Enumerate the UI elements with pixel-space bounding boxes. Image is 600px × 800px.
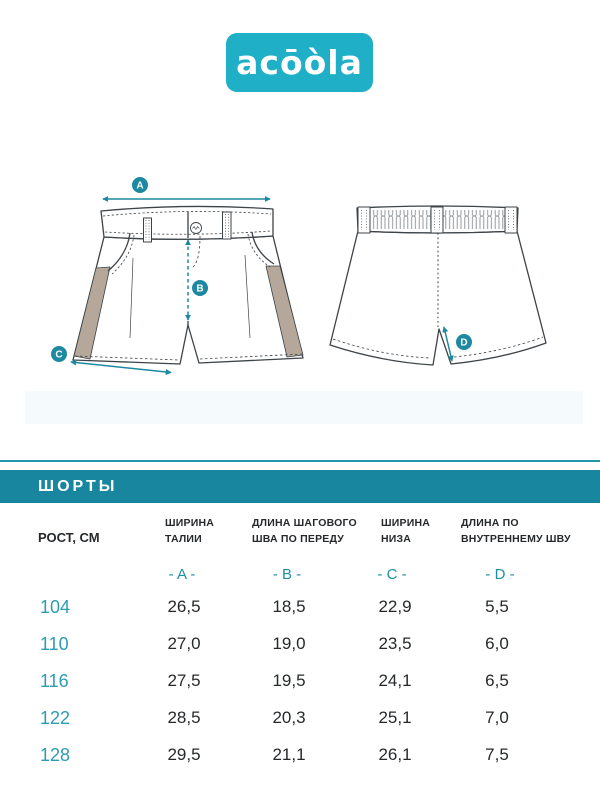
column-header-d: ДЛИНА ПО ВНУТРЕННЕМУ ШВУ: [461, 517, 571, 545]
table-row-header: РОСТ, СМ: [38, 530, 100, 545]
cell-value: 7,5: [485, 745, 509, 764]
cell-value: 26,1: [378, 745, 412, 764]
cell-value: 5,5: [485, 597, 509, 616]
brand-logo-text: acōòla: [236, 43, 363, 82]
measure-label-d: [456, 334, 472, 350]
cell-value: 22,9: [378, 597, 412, 616]
cell-value: 6,0: [485, 634, 509, 653]
measure-label-a: [132, 177, 148, 193]
column-header-a: ШИРИНА ТАЛИИ: [165, 517, 215, 545]
back-view-drawing: [330, 206, 546, 365]
size-value: 128: [40, 745, 71, 765]
section-title: ШОРТЫ: [38, 477, 118, 495]
cell-value: 26,5: [167, 597, 201, 616]
divider-rule: [0, 460, 600, 462]
cell-value: 24,1: [378, 671, 412, 690]
cell-value: 19,5: [272, 671, 306, 690]
cell-value: 20,3: [272, 708, 306, 727]
section-band: [0, 470, 600, 503]
column-header-c: ШИРИНА НИЗА: [381, 517, 431, 545]
front-button: [191, 223, 202, 234]
svg-text:B: B: [196, 283, 204, 295]
brand-logo: [226, 33, 373, 92]
svg-text:A: A: [136, 180, 144, 192]
faint-divider-strip: [25, 391, 583, 424]
cell-value: 18,5: [272, 597, 306, 616]
column-code-b: - B -: [272, 566, 302, 583]
cell-value: 23,5: [378, 634, 412, 653]
cell-value: 27,0: [167, 634, 201, 653]
size-value: 122: [40, 708, 71, 728]
size-value: 110: [40, 634, 69, 654]
svg-text:D: D: [460, 337, 468, 349]
measure-label-b: [192, 280, 208, 296]
shorts-technical-drawing: [0, 160, 600, 410]
size-value: 104: [40, 597, 71, 617]
cell-value: 21,1: [272, 745, 306, 764]
column-code-a: - A -: [168, 566, 196, 583]
column-header-b: ДЛИНА ШАГОВОГО ШВА ПО ПЕРЕДУ: [252, 517, 357, 545]
cell-value: 6,5: [485, 671, 509, 690]
front-view-drawing: [73, 206, 303, 364]
cell-value: 27,5: [167, 671, 201, 690]
column-code-c: - C -: [377, 566, 407, 583]
svg-text:C: C: [55, 349, 63, 361]
cell-value: 7,0: [485, 708, 509, 727]
measure-label-c: [51, 346, 67, 362]
size-value: 116: [40, 671, 69, 691]
column-code-d: - D -: [485, 566, 515, 583]
cell-value: 28,5: [167, 708, 201, 727]
cell-value: 29,5: [167, 745, 201, 764]
cell-value: 19,0: [272, 634, 306, 653]
cell-value: 25,1: [378, 708, 412, 727]
